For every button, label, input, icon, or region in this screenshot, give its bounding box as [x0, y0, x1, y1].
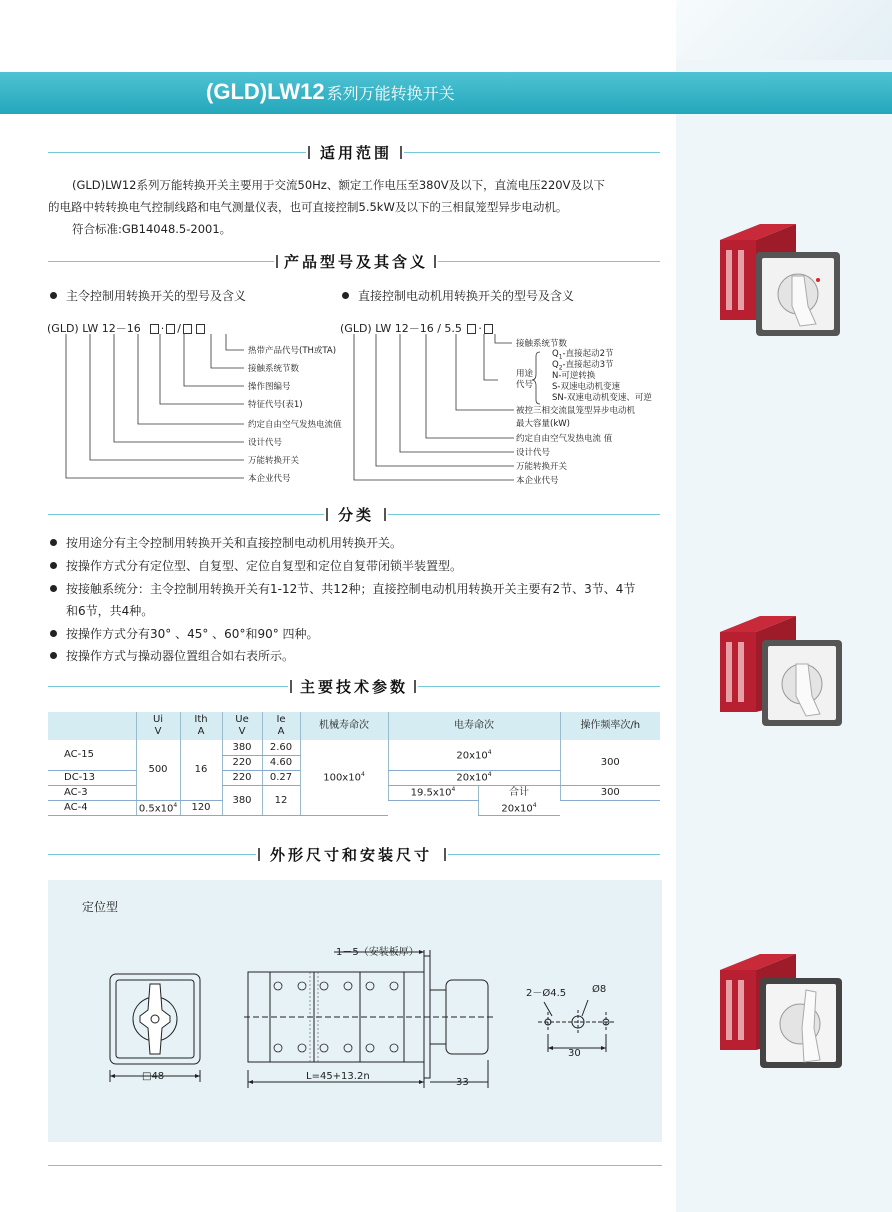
section-dimensions-label: 外形尺寸和安装尺寸: [270, 846, 433, 864]
dim-knob: 33: [456, 1077, 469, 1088]
model-left-item-1: 热带产品代号(TH或TA): [248, 346, 337, 356]
model-left-item-3: 操作图编号: [248, 382, 291, 392]
th-ie: Ie A: [262, 712, 300, 740]
th-ui: Ui V: [136, 712, 180, 740]
product-image-1: [716, 220, 846, 340]
model-left-leader-lines: [60, 334, 260, 494]
model-left-item-2: 接触系统节数: [248, 364, 300, 374]
dim-plate-thickness: 1－5（安装板厚）: [336, 947, 419, 958]
section-tech-params-label: 主要技术参数: [300, 678, 409, 696]
th-elec: 电寿命次: [388, 712, 560, 740]
product-image-3: [716, 950, 846, 1080]
section-application-label: 适用范围: [320, 144, 393, 162]
cell-ith: 16: [180, 740, 222, 800]
model-right-usage-label-1: 用途: [516, 369, 534, 379]
th-type: [48, 712, 136, 740]
model-left-item-4: 特征代号(表1): [248, 400, 303, 410]
classification-2: 按操作方式分有定位型、自复型、定位自复型和定位自复带闭锁半装置型。: [50, 557, 462, 574]
model-right-item-5: 万能转换开关: [516, 462, 568, 472]
dim-width: □48: [142, 1071, 165, 1082]
classification-3: 按接触系统分：主令控制用转换开关有1-12节、共12种；直接控制电动机用转换开关主要有2节、3节、4节: [50, 580, 635, 597]
model-right-code: (GLD) LW 12－16 / 5.5 ·: [340, 320, 495, 336]
section-classification-label: 分类: [338, 506, 375, 524]
dim-length: L=45+13.2n: [306, 1071, 370, 1082]
section-tech-params: [48, 676, 660, 698]
model-right-item-2: 最大容量(kW): [516, 419, 570, 429]
cell-freq-ac15: 300: [560, 740, 660, 785]
side-view-drawing: [244, 950, 504, 1090]
model-right-item-3: 约定自由空气发热电流 值: [516, 434, 613, 444]
classification-3-cont: 和6节，共4种。: [66, 604, 154, 618]
title-text: 系列万能转换开关: [326, 84, 455, 103]
section-model: [48, 251, 660, 273]
page-fold: [676, 0, 892, 60]
classification-5: 按操作方式与操动器位置组合如右表所示。: [50, 647, 294, 664]
cell-ue: 380: [222, 785, 262, 815]
model-right-usage-1: $Q_1-$直接起动2节: [552, 349, 614, 361]
dim-center: Ø8: [592, 984, 607, 995]
dim-spacing: 30: [568, 1048, 581, 1059]
row-dc13: DC-13: [48, 770, 136, 785]
model-right-usage-4: S-双速电动机变速: [552, 382, 620, 392]
cell-ie: 4.60: [262, 755, 300, 770]
cell-ie: 0.27: [262, 770, 300, 785]
dim-holes: 2－Ø4.5: [526, 988, 567, 999]
application-line-2: 的电路中转转换电气控制线路和电气测量仪表，也可直接控制5.5kW及以下的三相鼠笼型异步电动机。: [48, 200, 568, 214]
model-left-item-7: 万能转换开关: [248, 456, 300, 466]
model-left-code: (GLD) LW 12－16 · /: [47, 320, 207, 336]
model-right-usage-2: $Q_2-$直接起动3节: [552, 360, 614, 372]
cell-elec-dc13: $20x10^4$: [388, 770, 560, 785]
model-right-usage-label-2: 代号: [516, 380, 534, 390]
cell-elec-ac4: $0.5x10^4$: [136, 800, 180, 815]
cell-elec-ac15: $20x10^4$: [388, 740, 560, 770]
model-left-item-8: 本企业代号: [248, 474, 291, 484]
cell-ue: 380: [222, 740, 262, 755]
row-ac4: AC-4: [48, 800, 136, 815]
th-ith: Ith A: [180, 712, 222, 740]
model-left-heading: 主令控制用转换开关的型号及含义: [50, 287, 246, 304]
model-left-item-6: 设计代号: [248, 438, 283, 448]
classification-1: 按用途分有主令控制用转换开关和直接控制电动机用转换开关。: [50, 534, 402, 551]
dimension-type-label: 定位型: [82, 900, 119, 914]
cell-ie: 12: [262, 785, 300, 815]
section-dimensions: [48, 844, 660, 866]
model-right-item-4: 设计代号: [516, 448, 551, 458]
model-right-item-6: 本企业代号: [516, 476, 559, 486]
page-title: [206, 79, 455, 105]
model-right-usage-3: N-可逆转换: [552, 371, 596, 381]
th-ue: Ue V: [222, 712, 262, 740]
cell-mech: $100x10^4$: [300, 740, 388, 815]
model-right-contact-sections: 接触系统节数: [516, 339, 568, 349]
title-model: (GLD)LW12: [206, 79, 325, 104]
cell-freq-ac3: 300: [560, 785, 660, 800]
row-ac15: AC-15: [48, 740, 136, 770]
th-mech: 机械寿命次: [300, 712, 388, 740]
cell-ie: 2.60: [262, 740, 300, 755]
section-application: [48, 142, 660, 164]
cell-elec-ac3: $19.5x10^4$: [388, 785, 478, 800]
model-left-item-5: 约定自由空气发热电流值: [248, 420, 342, 430]
cell-ui: 500: [136, 740, 180, 800]
model-right-heading: 直接控制电动机用转换开关的型号及含义: [342, 287, 574, 304]
section-model-label: 产品型号及其含义: [284, 253, 429, 271]
row-ac3: AC-3: [48, 785, 136, 800]
classification-4: 按操作方式分有30° 、45° 、60°和90° 四种。: [50, 625, 319, 642]
cell-freq-ac4: 120: [180, 800, 222, 815]
application-standard: 符合标准:GB14048.5-2001。: [72, 222, 232, 236]
th-freq: 操作频率次/h: [560, 712, 660, 740]
cell-ue: 220: [222, 755, 262, 770]
bottom-rule: [48, 1165, 662, 1166]
model-right-usage-5: SN-双速电动机变速、可逆: [552, 393, 652, 403]
tech-params-table: [48, 712, 660, 816]
section-classification: [48, 504, 660, 526]
title-bar: [0, 72, 892, 114]
cell-ue: 220: [222, 770, 262, 785]
product-image-2: [716, 612, 846, 732]
cell-elec-total: 合计 $20x10^4$: [478, 785, 560, 815]
table-row: [48, 740, 660, 755]
model-right-item-1: 被控三相交流鼠笼型异步电动机: [516, 406, 636, 416]
application-line-1: (GLD)LW12系列万能转换开关主要用于交流50Hz、额定工作电压至380V及以下，直流电压220V及以下: [72, 178, 605, 192]
